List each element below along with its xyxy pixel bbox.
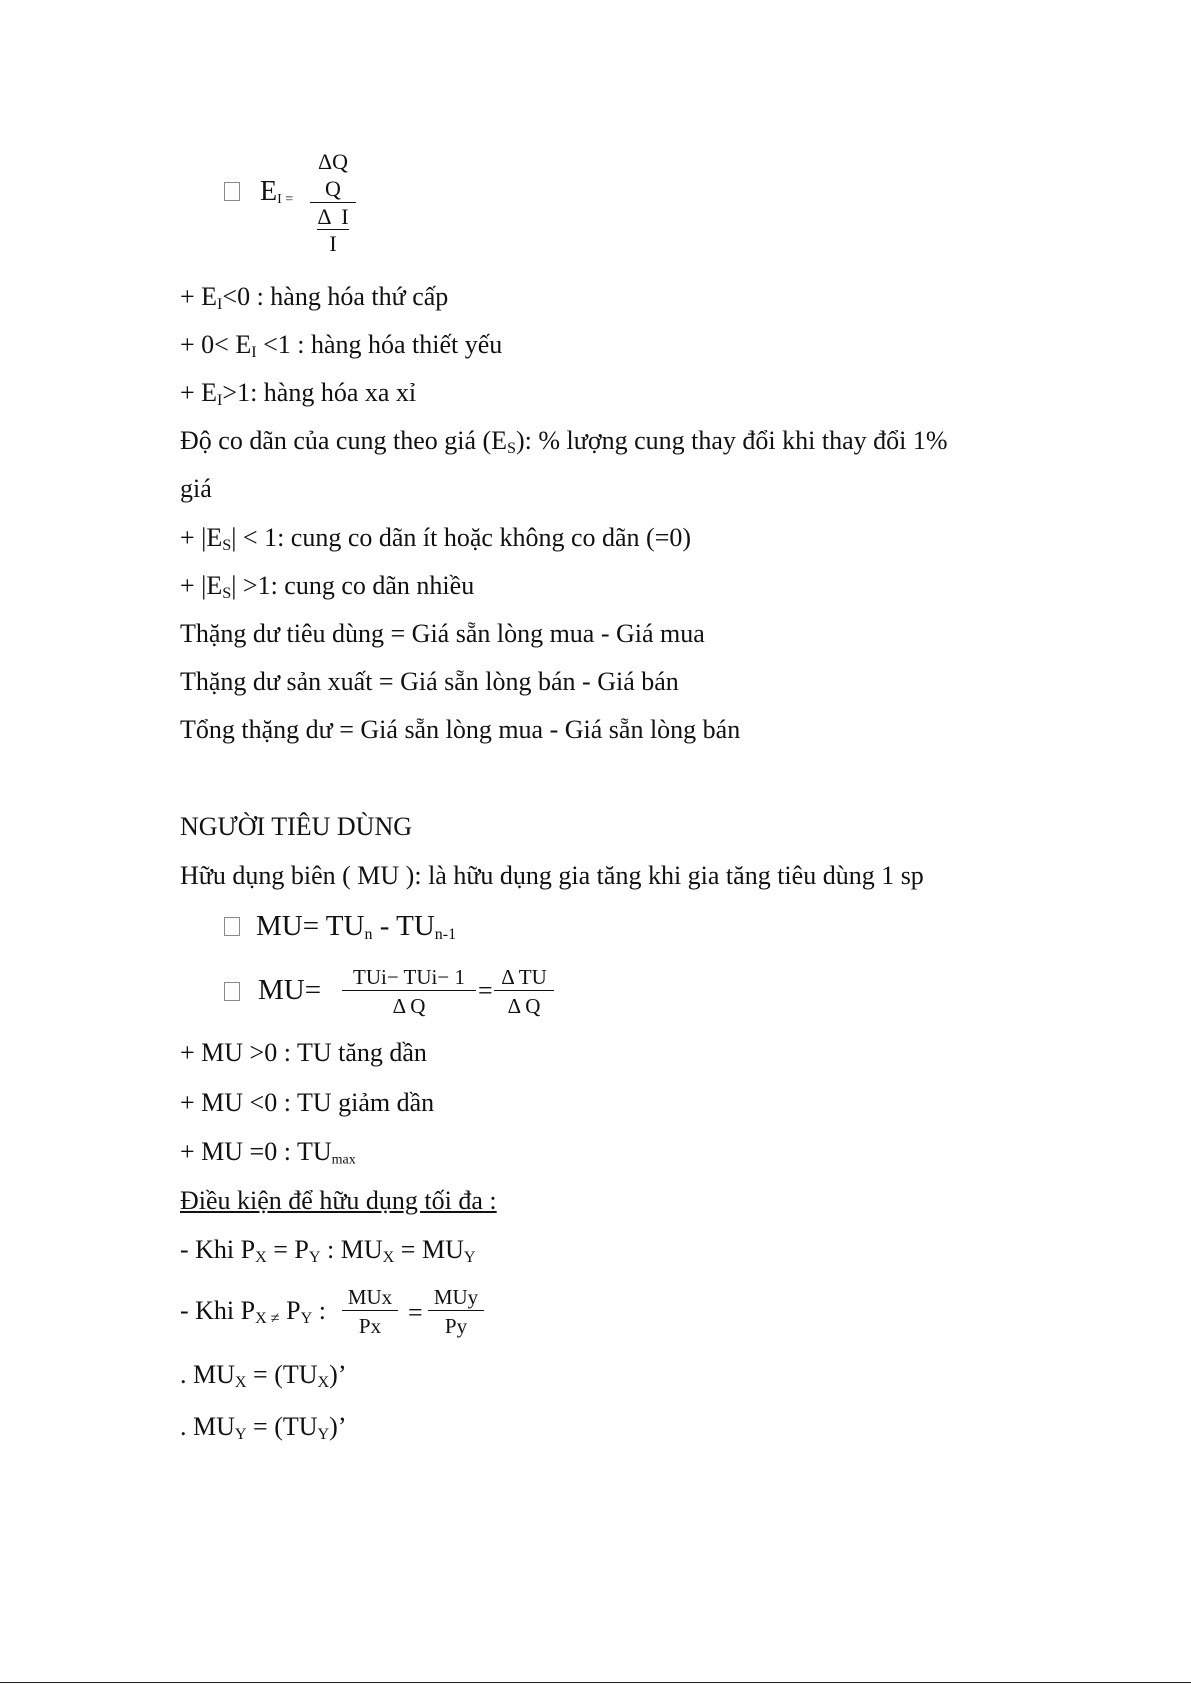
bottom-denominator: I — [329, 231, 337, 256]
income-case-inferior: + $E_I<0$ : hàng hóa thứ cấp — [180, 282, 449, 314]
max-utility-condition-heading: Điều kiện để hữu dụng tối đa : — [180, 1186, 497, 1215]
muy-numerator: MUy — [428, 1284, 484, 1311]
producer-surplus-line: Thặng dư sản xuất = Giá sẵn lòng bán - Giá bán — [180, 667, 679, 696]
mu-fraction-1-numerator: TUi− TUi− 1 — [342, 964, 476, 991]
mux-numerator: MUx — [342, 1284, 398, 1311]
checkbox-bullet-icon — [224, 182, 240, 201]
condition-unequal-text: - Khi $P_{X \ne}$ $P_Y$ : — [180, 1296, 326, 1328]
marginal-utility-definition: Hữu dụng biên ( MU ): là hữu dụng gia tăng khi gia tăng tiêu dùng 1 sp — [180, 861, 924, 890]
condition-equal-prices: - Khi $P_X = P_Y$ : $MU_X = MU_Y$ — [180, 1235, 476, 1267]
checkbox-bullet-icon — [224, 917, 240, 936]
mu-case-positive: + MU >0 : TU tăng dần — [180, 1038, 427, 1067]
derivative-mux: . $MU_X = (TU_X)$’ — [180, 1360, 347, 1392]
top-denominator: Q — [310, 176, 356, 203]
supply-elasticity-definition: Độ co dãn của cung theo giá $(E_S)$: % lượng cung thay đổi khi thay đổi 1% — [180, 426, 948, 458]
derivative-muy: . $MU_Y = (TU_Y)$’ — [180, 1412, 347, 1444]
px-denominator: Px — [358, 1314, 382, 1338]
formula-lhs: EI = — [260, 176, 294, 208]
compound-fraction — [310, 148, 356, 256]
total-surplus-line: Tổng thặng dư = Giá sẵn lòng mua - Giá sẵn lòng bán — [180, 715, 741, 744]
mu-fraction-2-numerator: Δ TU — [494, 964, 554, 991]
supply-case-inelastic: + $|E_S| < 1$: cung co dãn ít hoặc không co dãn (=0) — [180, 523, 692, 555]
mu-fraction-2 — [494, 964, 554, 1017]
supply-case-elastic: + $|E_S| >1$: cung co dãn nhiều — [180, 571, 475, 603]
mu-lhs: MU= — [258, 974, 322, 1006]
income-case-luxury: + $E_I>1$: hàng hóa xa xỉ — [180, 378, 417, 410]
checkbox-bullet-icon — [224, 982, 240, 1001]
condition-equals: = — [408, 1298, 423, 1327]
mu-fraction-2-denominator: Δ Q — [507, 994, 541, 1018]
mux-over-px-fraction — [342, 1284, 398, 1337]
page-bottom-rule — [0, 1682, 1191, 1683]
mu-formula-difference: $MU= TU_n - TU_{n-1}$ — [224, 912, 456, 943]
consumer-surplus-line: Thặng dư tiêu dùng = Giá sẵn lòng mua - Giá mua — [180, 619, 705, 648]
supply-elasticity-continuation: giá — [180, 474, 212, 503]
mu-fraction-1 — [342, 964, 476, 1017]
bottom-numerator: Δ I — [317, 204, 349, 229]
top-numerator: ΔQ — [317, 149, 349, 174]
section-heading-consumer: NGƯỜI TIÊU DÙNG — [180, 812, 412, 841]
income-case-necessity: + $0< E_I <1$ : hàng hóa thiết yếu — [180, 330, 503, 362]
mu-fraction-1-denominator: Δ Q — [392, 994, 426, 1018]
mu-case-negative: + MU <0 : TU giảm dần — [180, 1088, 435, 1117]
mu-case-zero: + MU =0 : $TU_{max}$ — [180, 1137, 356, 1168]
muy-over-py-fraction — [428, 1284, 484, 1337]
py-denominator: Py — [444, 1314, 468, 1338]
mu-equals: = — [478, 976, 493, 1005]
